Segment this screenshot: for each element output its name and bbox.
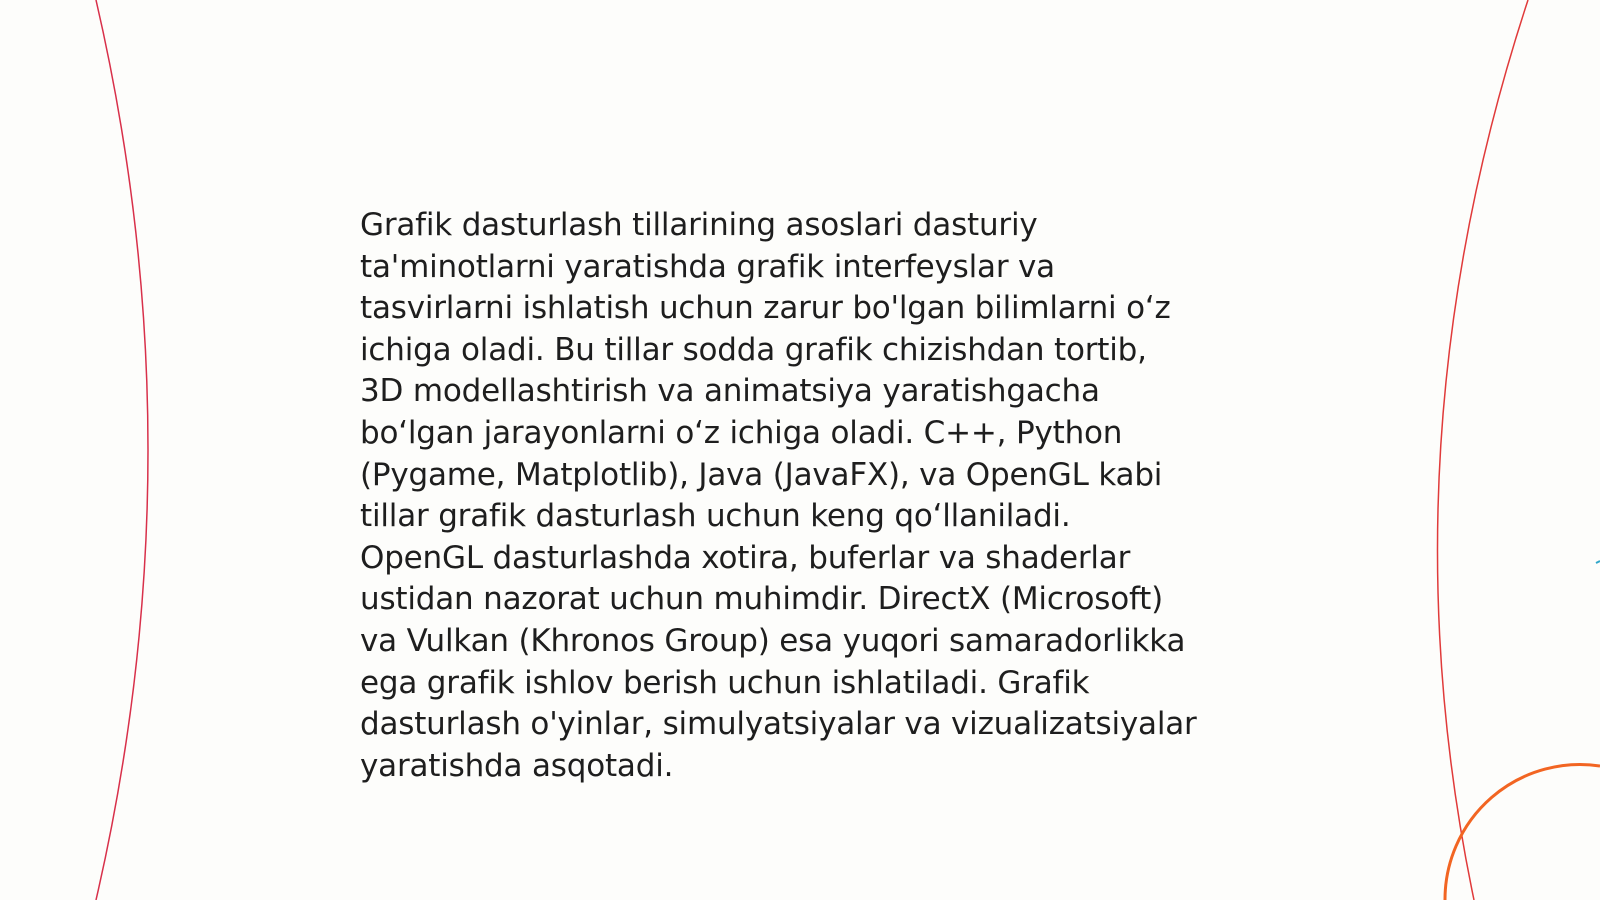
left-arc (96, 0, 148, 900)
paragraph-line: Grafik dasturlash tillarining asoslari dasturiy (360, 207, 1038, 243)
paragraph-line: ta'minotlarni yaratishda grafik interfeyslar va (360, 248, 1055, 285)
paragraph-line: (Pygame, Matplotlib), Java (JavaFX), va OpenGL kabi (360, 456, 1163, 493)
orange-circle-arc (1445, 765, 1600, 900)
paragraph-line: bo‘lgan jarayonlarni o‘z ichiga oladi. C++, Python (360, 414, 1123, 451)
paragraph-line: ega grafik ishlov berish uchun ishlatiladi. Grafik (360, 664, 1090, 701)
paragraph-line: tasvirlarni ishlatish uchun zarur bo'lgan bilimlarni o‘z (360, 290, 1171, 327)
right-arc (1437, 0, 1528, 900)
paragraph-line: ustidan nazorat uchun muhimdir. DirectX (Microsoft) (360, 581, 1164, 618)
paragraph-line: yaratishda asqotadi. (360, 747, 674, 784)
paragraph-line: va Vulkan (Khronos Group) esa yuqori samaradorlikka (360, 622, 1186, 659)
teal-mark (1596, 561, 1600, 563)
paragraph-line: tillar grafik dasturlash uchun keng qo‘llaniladi. (360, 498, 1071, 535)
paragraph-line: ichiga oladi. Bu tillar sodda grafik chizishdan tortib, (360, 331, 1147, 368)
body-paragraph (360, 205, 1250, 787)
paragraph-line: OpenGL dasturlashda xotira, buferlar va shaderlar (360, 539, 1131, 576)
paragraph-line: dasturlash o'yinlar, simulyatsiyalar va vizualizatsiyalar (360, 706, 1197, 743)
paragraph-line: 3D modellashtirish va animatsiya yaratishgacha (360, 373, 1100, 410)
